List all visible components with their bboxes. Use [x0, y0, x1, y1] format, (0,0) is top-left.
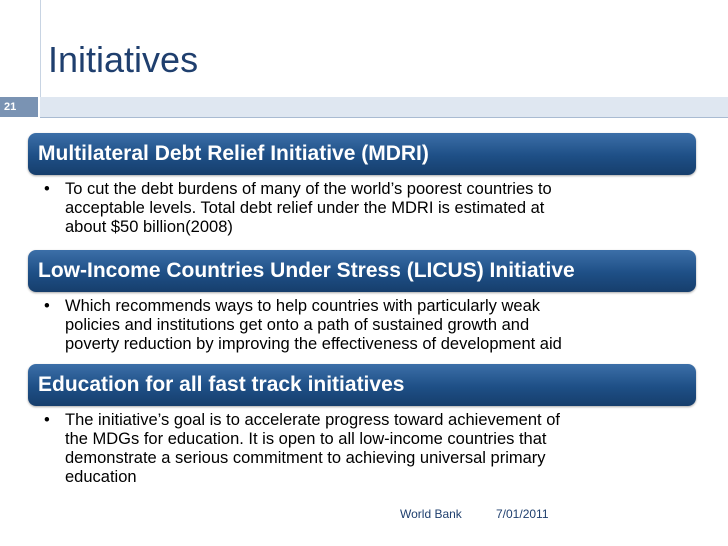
bullet-dot: •: [44, 411, 50, 429]
bullet-education: [44, 411, 704, 487]
bullet-line: The initiative’s goal is to accelerate progress toward achievement of: [65, 411, 560, 429]
bullet-line: about $50 billion(2008): [65, 218, 233, 236]
bullet-line: poverty reduction by improving the effectiveness of development aid: [65, 335, 562, 353]
bullet-mdri: [44, 180, 704, 237]
bullet-licus: [44, 297, 704, 354]
bullet-line: policies and institutions get onto a path of sustained growth and: [65, 316, 530, 334]
section-heading-education: Education for all fast track initiatives: [28, 364, 696, 406]
bullet-line: acceptable levels. Total debt relief under the MDRI is estimated at: [65, 199, 545, 217]
section-heading-mdri: Multilateral Debt Relief Initiative (MDRI): [28, 133, 696, 175]
bullet-dot: •: [44, 180, 50, 198]
footer-date: 7/01/2011: [496, 507, 549, 521]
bullet-line: demonstrate a serious commitment to achieving universal primary: [65, 449, 546, 467]
section-heading-licus: Low-Income Countries Under Stress (LICUS) Initiative: [28, 250, 696, 292]
bullet-dot: •: [44, 297, 50, 315]
title-rule: [40, 97, 728, 117]
bullet-line: To cut the debt burdens of many of the world’s poorest countries to: [65, 180, 552, 198]
slide-title: Initiatives: [48, 39, 199, 80]
title-rule-line: [40, 117, 728, 118]
footer-source: World Bank: [400, 507, 462, 521]
slide-number: 21: [0, 97, 38, 117]
bullet-line: education: [65, 468, 137, 486]
bullet-line: Which recommends ways to help countries with particularly weak: [65, 297, 541, 315]
bullet-line: the MDGs for education. It is open to all low-income countries that: [65, 430, 547, 448]
